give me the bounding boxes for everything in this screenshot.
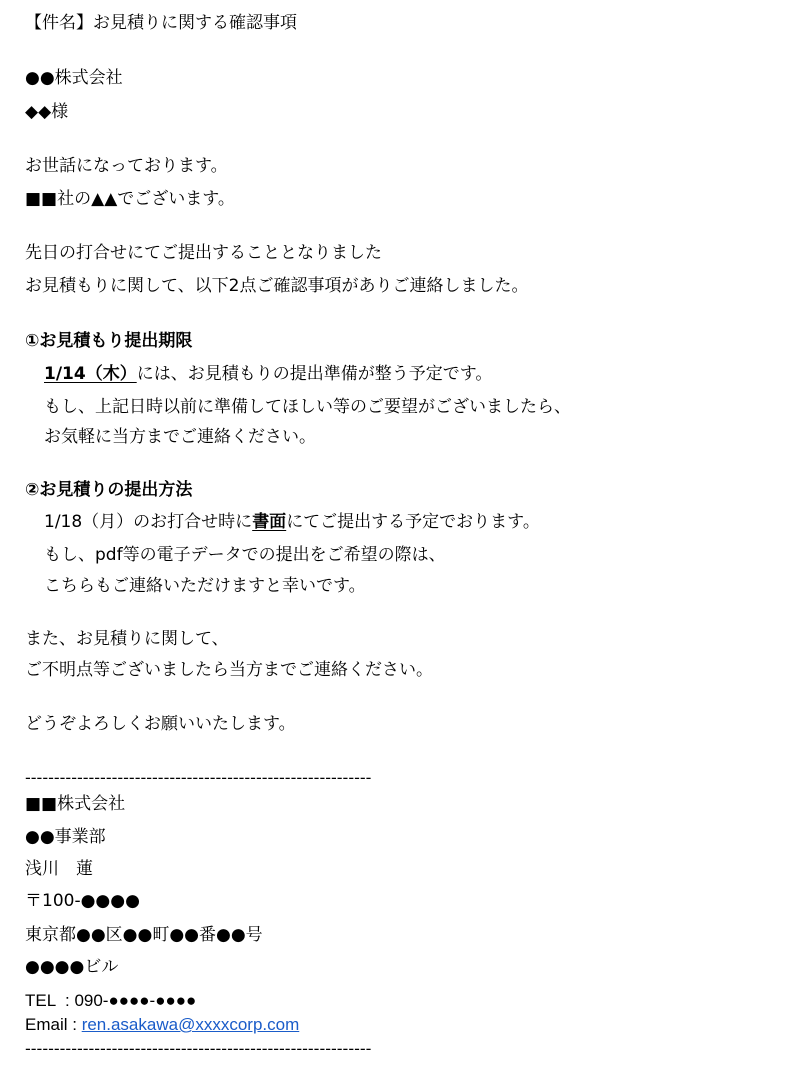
signature-department: ●●事業部 xyxy=(25,827,106,847)
section1-heading: ①お見積もり提出期限 xyxy=(25,331,193,351)
greeting-line-2: ■■社の▲▲でございます。 xyxy=(25,189,235,209)
signature-building: ●●●●ビル xyxy=(25,957,119,977)
section1-line-3: お気軽に当方までご連絡ください。 xyxy=(44,427,316,447)
deadline-date: 1/14（木） xyxy=(44,364,137,384)
signature-name: 浅川 蓮 xyxy=(25,859,93,879)
section2-line-1-post: にてご提出する予定でおります。 xyxy=(286,512,540,532)
intro-line-2: お見積もりに関して、以下2点ご確認事項がありご連絡しました。 xyxy=(25,276,529,296)
signature-separator-bottom: ------------------------------------------------------------ xyxy=(25,1039,372,1058)
closing-line-3: どうぞよろしくお願いいたします。 xyxy=(25,714,296,734)
greeting-line-1: お世話になっております。 xyxy=(25,156,228,176)
signature-separator-top: ------------------------------------------------------------ xyxy=(25,768,372,787)
signature-email-line xyxy=(25,1014,299,1036)
document-format-emphasis: 書面 xyxy=(252,512,287,532)
signature-postal: 〒100-●●●● xyxy=(25,891,140,911)
intro-line-1: 先日の打合せにてご提出することとなりました xyxy=(25,243,382,263)
recipient-name: ◆◆様 xyxy=(25,102,69,122)
signature-tel: TEL : 090-●●●●-●●●● xyxy=(25,991,197,1010)
recipient-company: ●●株式会社 xyxy=(25,68,123,88)
section1-line-1 xyxy=(44,363,492,385)
section1-line-2: もし、上記日時以前に準備してほしい等のご要望がございましたら、 xyxy=(44,397,571,417)
closing-line-2: ご不明点等ございましたら当方までご連絡ください。 xyxy=(25,660,433,680)
email-subject: 【件名】お見積りに関する確認事項 xyxy=(25,13,297,33)
signature-email-label: Email : xyxy=(25,1015,82,1034)
signature-email-link[interactable]: ren.asakawa@xxxxcorp.com xyxy=(81,1015,300,1034)
section2-line-3: こちらもご連絡いただけますと幸いです。 xyxy=(44,576,366,596)
section2-line-2: もし、pdf等の電子データでの提出をご希望の際は、 xyxy=(44,545,446,565)
closing-line-1: また、お見積りに関して、 xyxy=(25,629,229,649)
signature-company: ■■株式会社 xyxy=(25,794,126,814)
signature-address: 東京都●●区●●町●●番●●号 xyxy=(25,925,263,945)
section2-line-1-pre: 1/18（月）のお打合せ時に xyxy=(44,512,253,532)
section1-line-1-rest: には、お見積もりの提出準備が整う予定です。 xyxy=(136,364,493,384)
section2-line-1 xyxy=(44,511,540,533)
section2-heading: ②お見積りの提出方法 xyxy=(25,480,193,500)
